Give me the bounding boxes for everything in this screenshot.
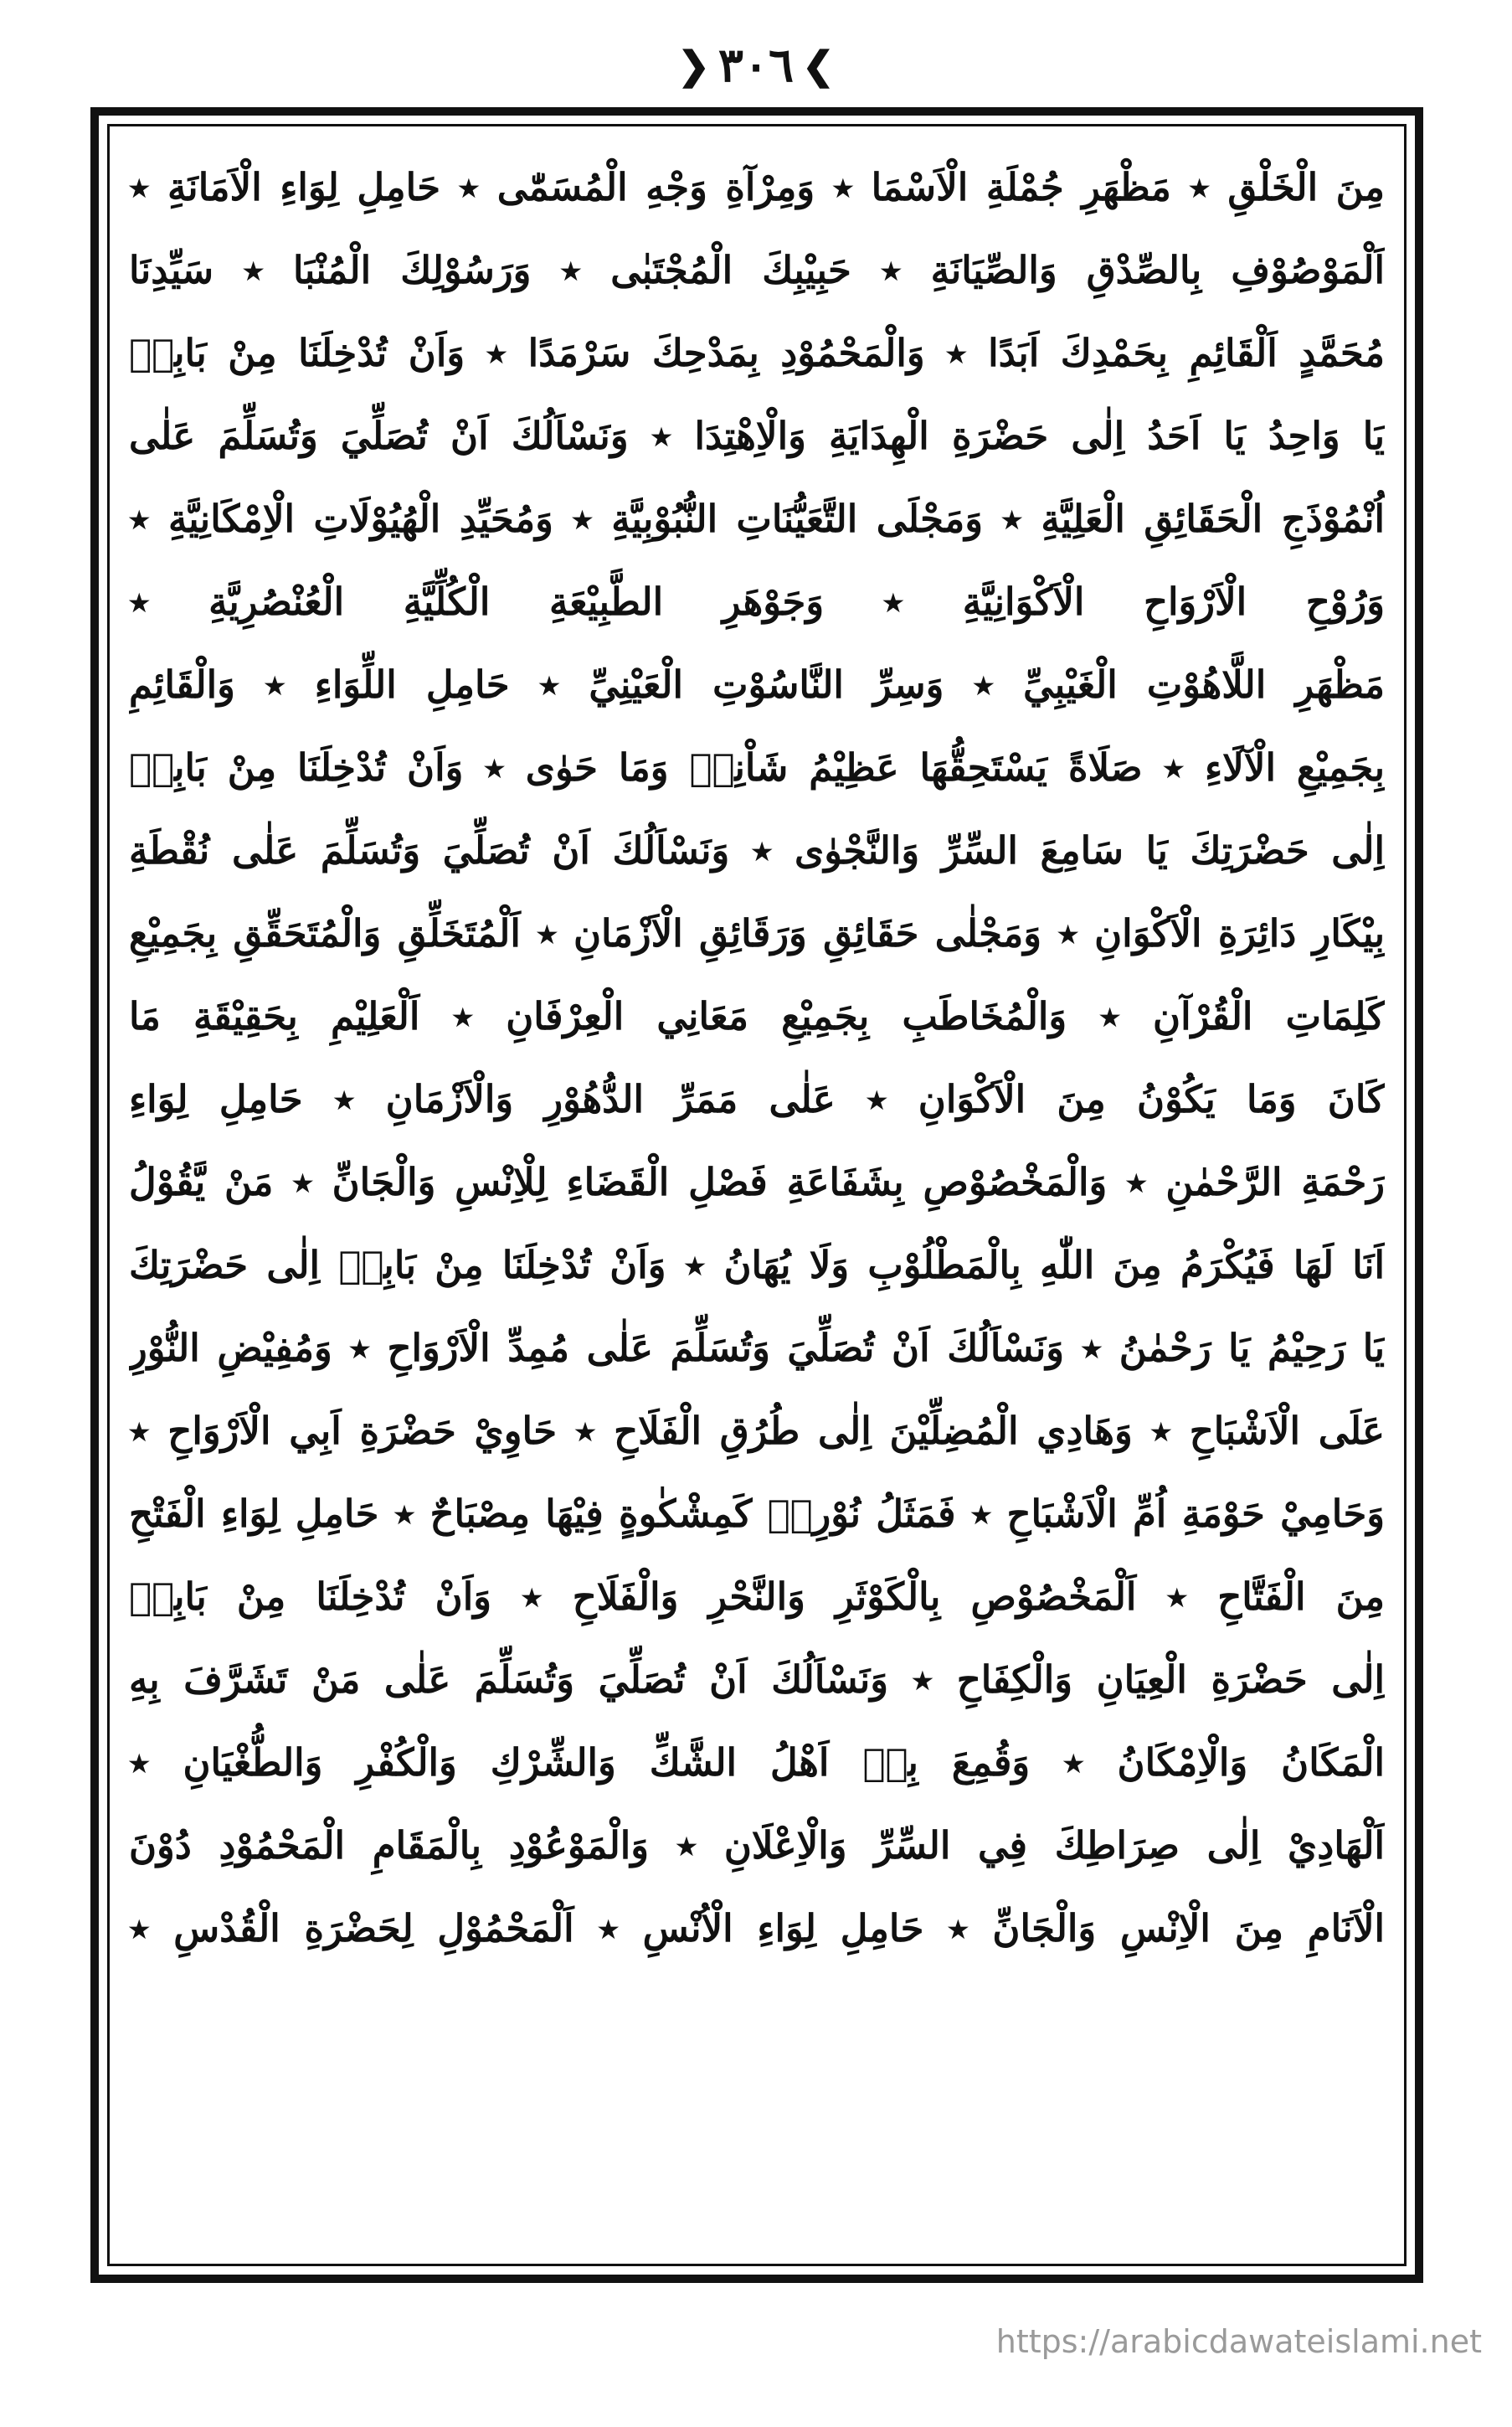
text-line-19: اِلٰى حَضْرَةِ الْعِيَانِ وَالْكِفَاحِ ٭ وَنَسْاَلُكَ اَنْ تُصَلِّيَ وَتُسَلِّمَ عَلٰى مَنْ تَشَرَّفَ بِهِ [129,1657,1385,1702]
text-line-1: مِنَ الْخَلْقِ ٭ مَظْهَرِ جُمْلَةِ الْاَسْمَا ٭ وَمِرْآةِ وَجْهِ الْمُسَمّٰى ٭ حَامِلِ لِوَاءِ الْاَمَانَةِ ٭ [129,165,1385,209]
text-line-9: اِلٰى حَضْرَتِكَ يَا سَامِعَ السِّرِّ وَالنَّجْوٰى ٭ وَنَسْاَلُكَ اَنْ تُصَلِّيَ وَتُسَلِّمَ عَلٰى نُقْطَةِ [129,828,1385,873]
text-line-14: اَنَا لَهَا فَيُكْرَمُ مِنَ اللّٰهِ بِالْمَطْلُوْبِ وَلَا يُهَانُ ٭ وَاَنْ تُدْخِلَنَا مِنْ بَابِهٖ اِلٰى حَضْرَتِكَ [129,1243,1385,1287]
text-line-12: كَانَ وَمَا يَكُوْنُ مِنَ الْاَكْوَانِ ٭ عَلٰى مَمَرِّ الدُّهُوْرِ وَالْاَزْمَانِ ٭ حَامِلِ لِوَاءِ [129,1077,1385,1121]
text-line-5: اُنْمُوْذَجِ الْحَقَائِقِ الْعَلِيَّةِ ٭ وَمَجْلَى التَّعَيُّنَاتِ النُّبُوْبِيَّةِ ٭ وَمُحَيِّدِ الْهُيُوْلَاتِ الْاِمْكَانِيَّةِ ٭ [129,497,1385,541]
text-line-21: اَلْهَادِيْ اِلٰى صِرَاطِكَ فِي السِّرِّ وَالْاِعْلَانِ ٭ وَالْمَوْعُوْدِ بِالْمَقَامِ الْمَحْمُوْدِ دُوْنَ [129,1823,1385,1868]
text-line-18: مِنَ الْفَتَّاحِ ٭ اَلْمَخْصُوْصِ بِالْكَوْثَرِ وَالنَّحْرِ وَالْفَلَاحِ ٭ وَاَنْ تُدْخِلَنَا مِنْ بَابِهٖ [129,1574,1385,1619]
text-line-10: بِيْكَارِ دَائِرَةِ الْاَكْوَانِ ٭ وَمَجْلٰى حَقَائِقِ وَرَقَائِقِ الْاَزْمَانِ ٭ اَلْمُتَخَلِّقِ وَالْمُتَحَقِّقِ بِجَمِيْعِ [129,911,1385,956]
text-line-7: مَظْهَرِ اللَّاهُوْتِ الْغَيْبِيِّ ٭ وَسِرِّ النَّاسُوْتِ الْعَيْنِيِّ ٭ حَامِلِ اللِّوَاءِ ٭ وَالْقَائِمِ [129,662,1385,707]
text-line-15: يَا رَحِيْمُ يَا رَحْمٰنُ ٭ وَنَسْاَلُكَ اَنْ تُصَلِّيَ وَتُسَلِّمَ عَلٰى مُمِدِّ الْاَرْوَاحِ ٭ وَمُفِيْضِ النُّوْرِ [129,1326,1385,1370]
ornament-right: ❯ [802,43,835,88]
ornament-left: ❮ [677,43,710,88]
text-line-20: الْمَكَانُ وَالْاِمْكَانُ ٭ وَقُمِعَ بِهٖ اَهْلُ الشَّكِّ وَالشِّرْكِ وَالْكُفْرِ وَالطُّغْيَانِ ٭ [129,1740,1385,1785]
text-line-2: اَلْمَوْصُوْفِ بِالصِّدْقِ وَالصِّيَانَةِ ٭ حَبِيْبِكَ الْمُجْتَبٰى ٭ وَرَسُوْلِكَ الْمُنْبَا ٭ سَيِّدِنَا [129,248,1385,292]
text-line-17: وَحَامِيْ حَوْمَةِ اُمِّ الْاَشْبَاحِ ٭ فَمَثَلُ نُوْرِهٖ كَمِشْكٰوةٍ فِيْهَا مِصْبَاحٌ ٭ حَامِلِ لِوَاءِ الْفَتْحِ [129,1492,1385,1536]
text-line-4: يَا وَاحِدُ يَا اَحَدُ اِلٰى حَضْرَةِ الْهِدَايَةِ وَالْاِهْتِدَا ٭ وَنَسْاَلُكَ اَنْ تُصَلِّيَ وَتُسَلِّمَ عَلٰى [129,414,1385,458]
text-line-16: عَلَى الْاَشْبَاحِ ٭ وَهَادِي الْمُضِلِّيْنَ اِلٰى طُرُقِ الْفَلَاحِ ٭ حَاوِيْ حَضْرَةِ اَبِي الْاَرْوَاحِ ٭ [129,1409,1385,1453]
page-number-header [0,32,1512,99]
text-line-3: مُحَمَّدٍ اَلْقَائِمِ بِحَمْدِكَ اَبَدًا ٭ وَالْمَحْمُوْدِ بِمَدْحِكَ سَرْمَدًا ٭ وَاَنْ تُدْخِلَنَا مِنْ بَابِهٖ [129,331,1385,375]
source-watermark: https://arabicdawateislami.net [995,2323,1482,2360]
text-line-8: بِجَمِيْعِ الْآلَاءِ ٭ صَلَاةً يَسْتَحِقُّهَا عَظِيْمُ شَاْنِهٖ وَمَا حَوٰى ٭ وَاَنْ تُدْخِلَنَا مِنْ بَابِهٖ [129,745,1385,790]
text-line-13: رَحْمَةِ الرَّحْمٰنِ ٭ وَالْمَخْصُوْصِ بِشَفَاعَةِ فَصْلِ الْقَضَاءِ لِلْاِنْسِ وَالْجَانِّ ٭ مَنْ يَّقُوْلُ [129,1160,1385,1204]
text-line-6: وَرُوْحِ الْاَرْوَاحِ الْاَكْوَانِيَّةِ ٭ وَجَوْهَرِ الطَّبِيْعَةِ الْكُلِّيَّةِ الْعُنْصُرِيَّةِ ٭ [129,580,1385,624]
text-line-11: كَلِمَاتِ الْقُرْآنِ ٭ وَالْمُخَاطَبِ بِجَمِيْعِ مَعَانِي الْعِرْفَانِ ٭ اَلْعَلِيْمِ بِحَقِيْقَةِ مَا [129,994,1385,1038]
text-block [109,126,1405,2266]
page-number: ٣٠٦ [717,38,795,93]
text-line-22: الْاَنَامِ مِنَ الْاِنْسِ وَالْجَانِّ ٭ حَامِلِ لِوَاءِ الْاُنْسِ ٭ اَلْمَحْمُوْلِ لِحَضْرَةِ الْقُدْسِ ٭ [129,1906,1385,1950]
